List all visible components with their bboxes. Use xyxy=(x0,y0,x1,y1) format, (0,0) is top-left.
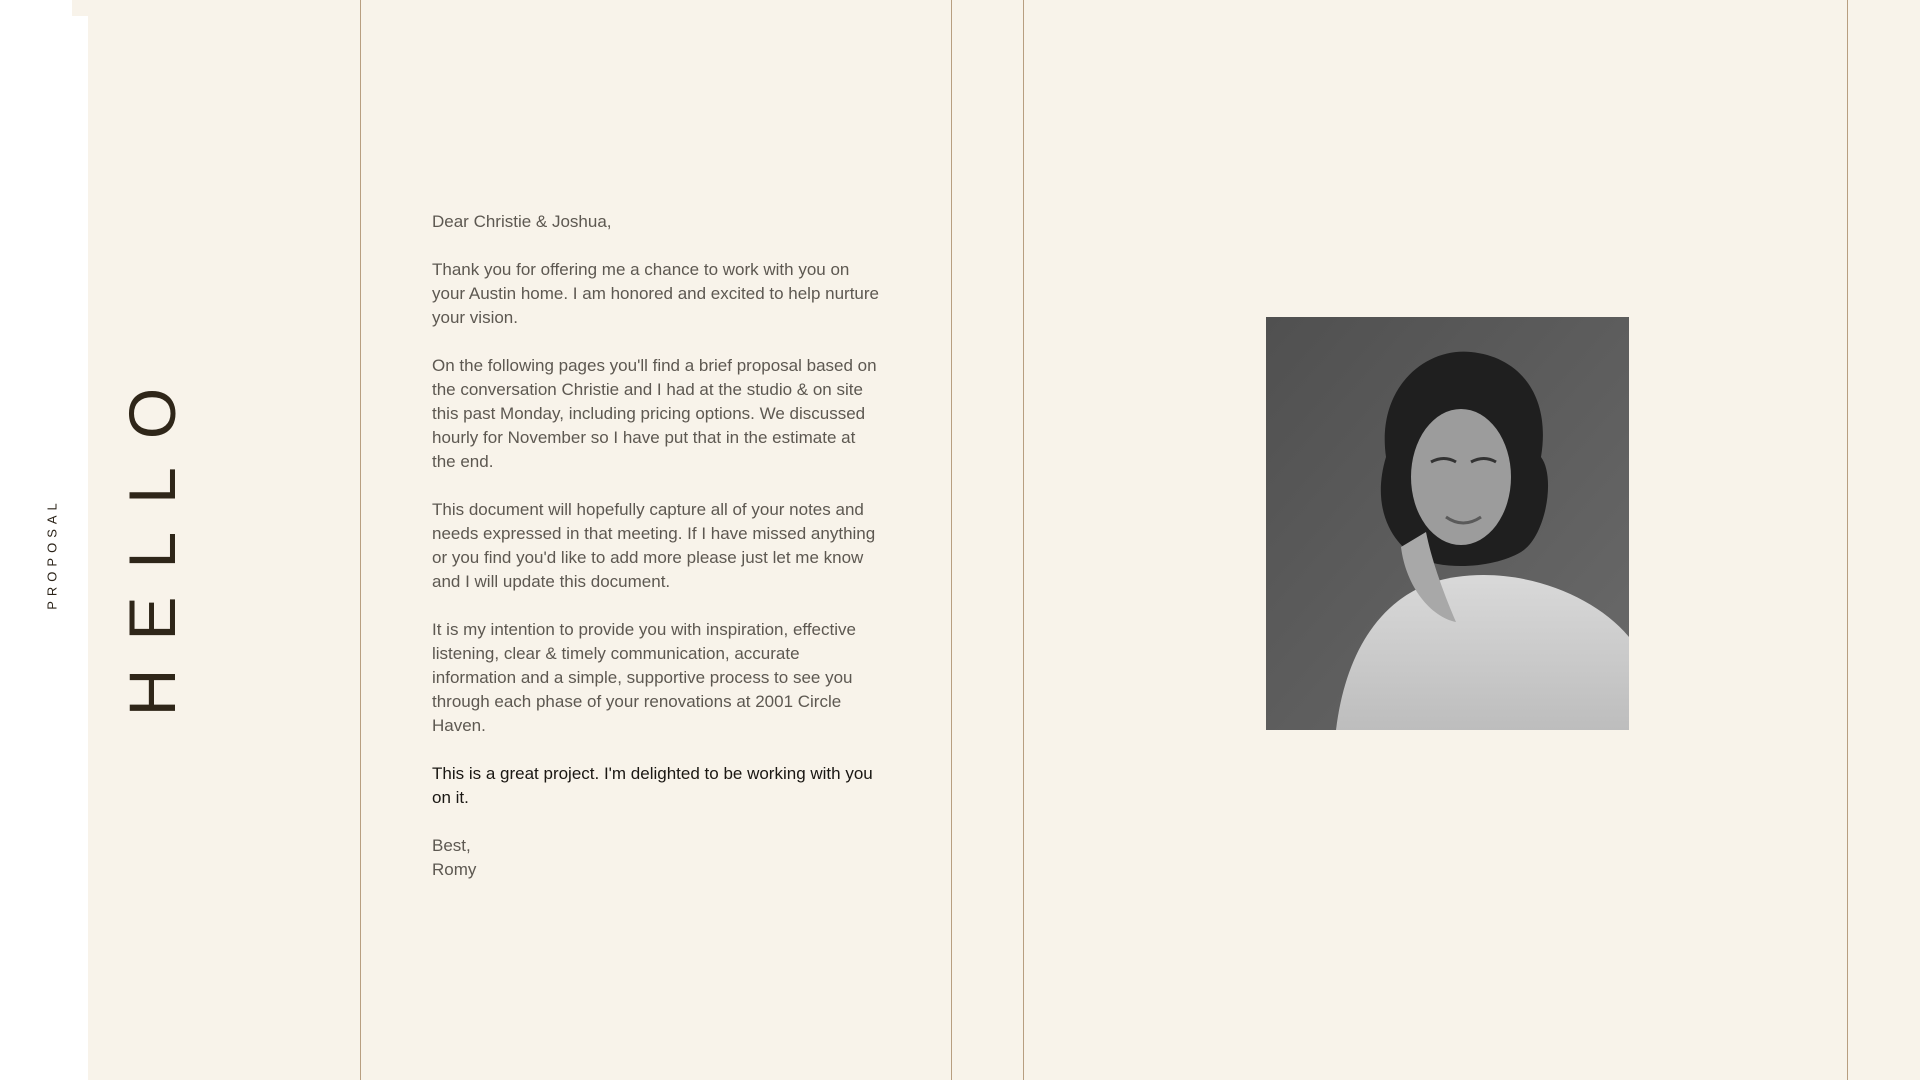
portrait-photo xyxy=(1266,317,1629,730)
column-divider xyxy=(1847,0,1848,1080)
column-divider xyxy=(1023,0,1024,1080)
letter-paragraph: This document will hopefully capture all of your notes and needs expressed in that meeting. If I have missed anything or you find you'd like to add more please just let me know and I will update this document. xyxy=(432,500,876,591)
page-edge-strip xyxy=(72,0,88,16)
letter-closing: Best, xyxy=(432,836,471,855)
letter-paragraph: It is my intention to provide you with inspiration, effective listening, clear & timely communication, accurate information and a simple, supportive process to see you through each phase of your renovations at 2001 Circle Haven. xyxy=(432,620,856,735)
column-divider xyxy=(360,0,361,1080)
letter-paragraph: On the following pages you'll find a brief proposal based on the conversation Christie and I had at the studio & on site this past Monday, including pricing options. We discussed hourly for November so I have put that in the estimate at the end. xyxy=(432,356,877,471)
proposal-label: PROPOSAL xyxy=(44,498,60,610)
column-divider xyxy=(951,0,952,1080)
letter-greeting: Dear Christie & Joshua, xyxy=(432,212,612,231)
letter-body xyxy=(432,210,882,882)
proposal-page xyxy=(88,0,1920,1080)
letter-paragraph: Thank you for offering me a chance to work with you on your Austin home. I am honored and excited to help nurture your vision. xyxy=(432,260,879,327)
hello-title: HELLO xyxy=(115,359,189,717)
letter-highlight: This is a great project. I'm delighted to be working with you on it. xyxy=(432,764,873,807)
letter-signature: Romy xyxy=(432,860,477,879)
